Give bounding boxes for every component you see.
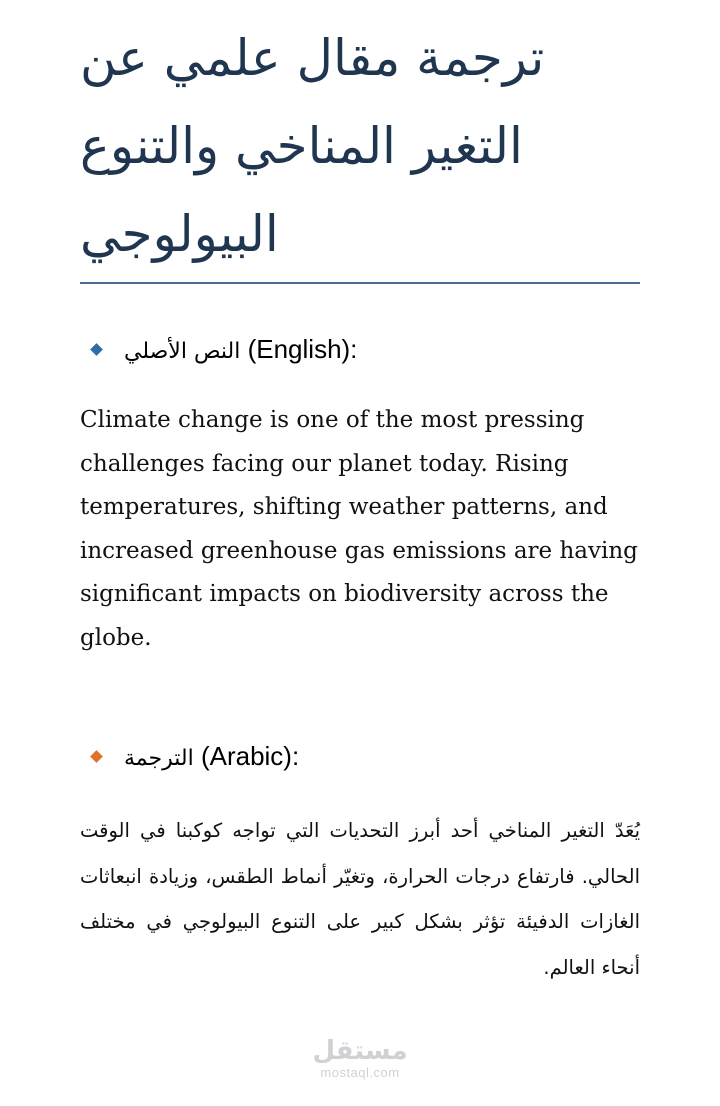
watermark-arabic: مستقل — [312, 1036, 408, 1066]
arabic-translation-paragraph: يُعَدّ التغير المناخي أحد أبرز التحديات التي تواجه كوكبنا في الوقت الحالي. فارتفاع درجات الحرارة، وتغيّر أنماط الطقس، وزيادة انبعاثات الغازات الدفيئة تؤثر بشكل كبير على التنوع البيولوجي في مختلف أنحاء العالم. — [80, 819, 640, 979]
section-heading-translation-lang: (Arabic): — [200, 740, 300, 771]
watermark-latin: mostaql.com — [320, 1065, 400, 1080]
section-heading-translation-arabic: الترجمة — [124, 745, 194, 771]
diamond-bullet-icon — [90, 750, 103, 763]
diamond-bullet-icon — [90, 343, 103, 356]
mostaql-watermark-logo — [300, 1036, 420, 1080]
section-heading-original-arabic: النص الأصلي — [124, 338, 241, 364]
original-english-paragraph: Climate change is one of the most pressing challenges facing our planet today. Rising temperatures, shifting weather patterns, and increased greenhouse gas emissions are having significant impacts on biodiversity across the globe. — [80, 407, 638, 651]
document-title: ترجمة مقال علمي عن التغير المناخي والتنوع البيولوجي — [80, 29, 545, 263]
section-heading-translation-text — [124, 741, 299, 772]
section-heading-original-lang: (English): — [247, 333, 358, 364]
section-heading-original-text — [124, 334, 357, 365]
section-heading-translation — [92, 739, 299, 773]
title-divider — [80, 282, 640, 284]
section-heading-original — [92, 332, 357, 366]
